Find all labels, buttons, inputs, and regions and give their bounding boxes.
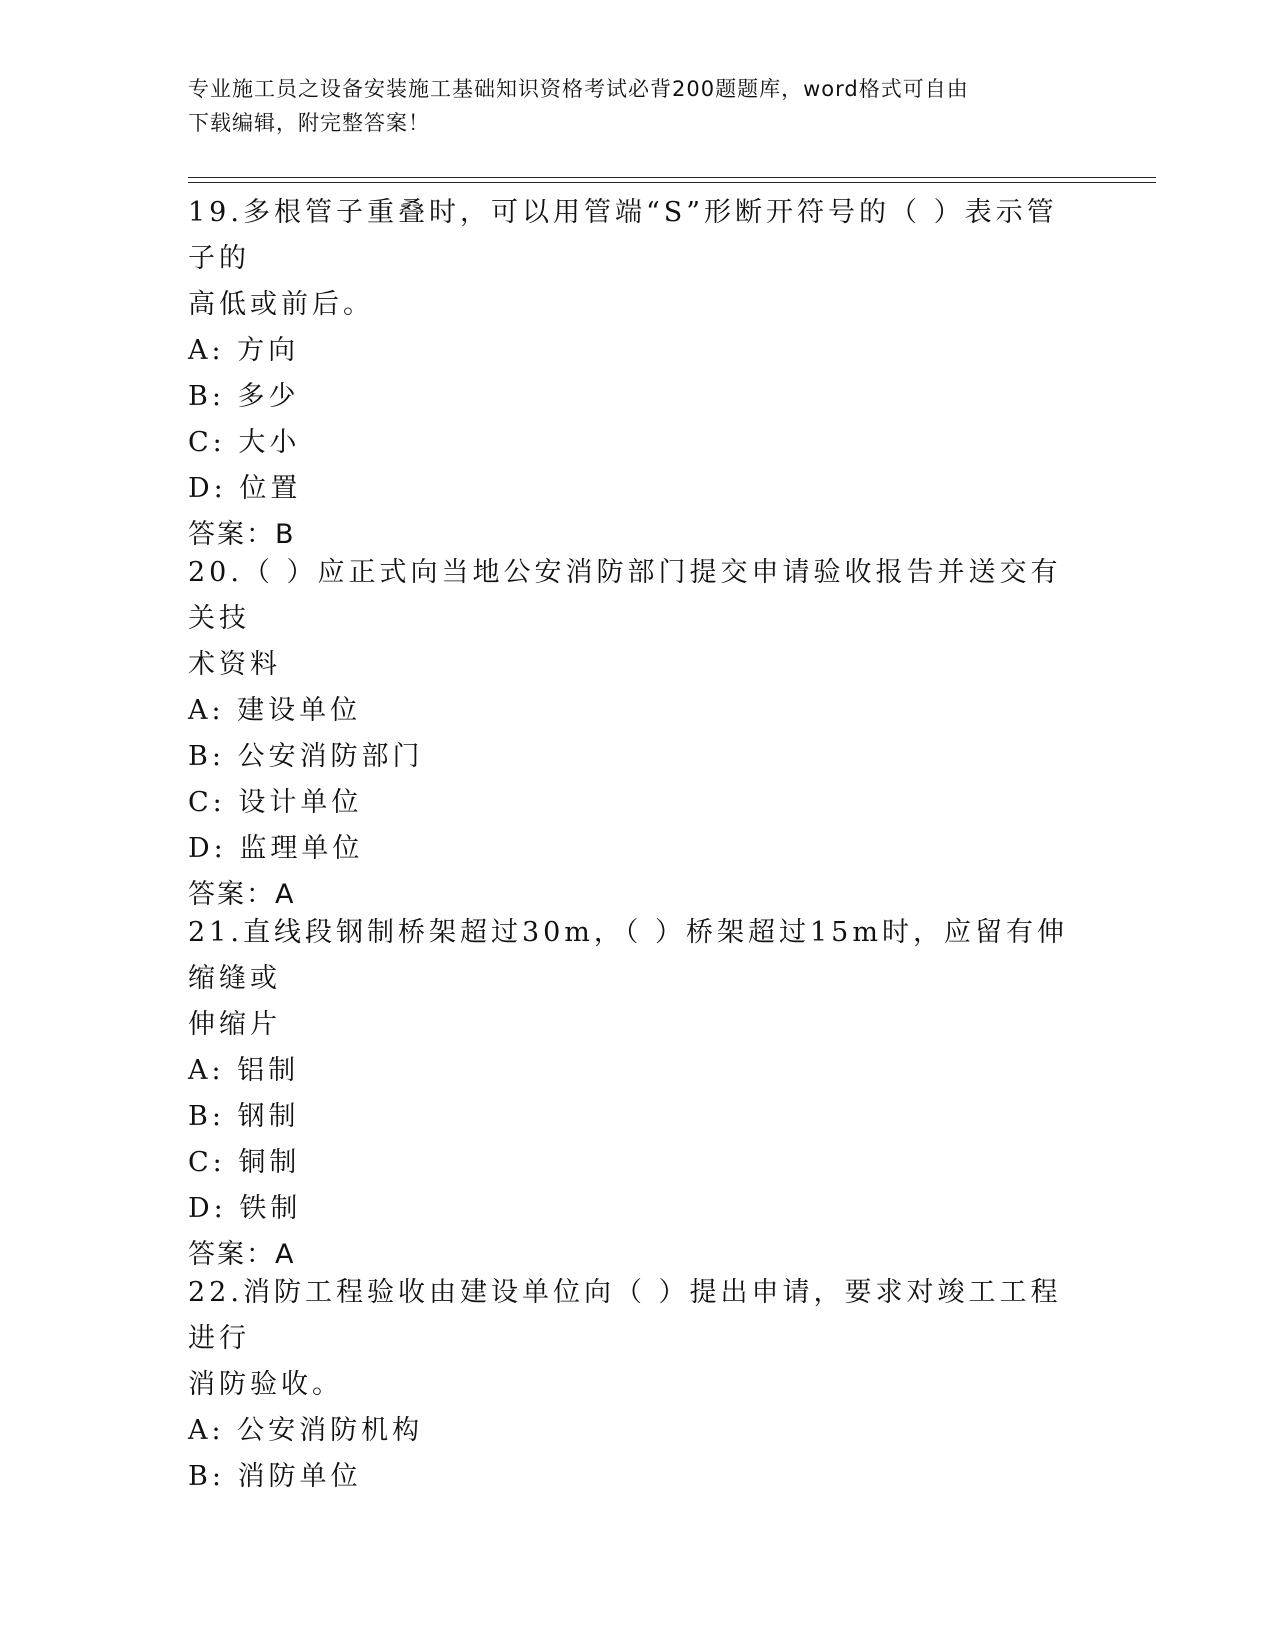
question-stem-line-2: 伸缩片: [188, 1009, 281, 1040]
option-c: C: 大小: [188, 427, 301, 458]
header-divider-top: [188, 177, 1156, 178]
option-a: A: 铝制: [188, 1055, 300, 1086]
option-a: A: 方向: [188, 335, 300, 366]
document-header: [188, 72, 1068, 140]
question-19: [188, 190, 1088, 558]
option-a: A: 公安消防机构: [188, 1415, 424, 1446]
answer-line: 答案：B: [188, 519, 296, 550]
option-b: B: 公安消防部门: [188, 741, 424, 772]
option-c: C: 铜制: [188, 1147, 301, 1178]
question-20: [188, 550, 1088, 918]
option-b: B: 消防单位: [188, 1461, 362, 1492]
answer-line: 答案：A: [188, 1239, 296, 1270]
option-b: B: 多少: [188, 381, 300, 412]
header-line-1: 专业施工员之设备安装施工基础知识资格考试必背200题题库，word格式可自由: [188, 77, 969, 101]
question-stem-line-2: 高低或前后。: [188, 289, 374, 320]
question-22: [188, 1270, 1088, 1500]
option-a: A: 建设单位: [188, 695, 362, 726]
question-stem-line-1: 19.多根管子重叠时，可以用管端“S”形断开符号的（ ）表示管子的: [188, 197, 1058, 274]
option-d: D: 位置: [188, 473, 302, 504]
question-stem-line-1: 22.消防工程验收由建设单位向（ ）提出申请，要求对竣工工程进行: [188, 1277, 1062, 1354]
question-stem-line-2: 消防验收。: [188, 1369, 343, 1400]
question-stem-line-1: 21.直线段钢制桥架超过30m，（ ）桥架超过15m时，应留有伸缩缝或: [188, 917, 1068, 994]
header-divider-bottom: [188, 182, 1156, 183]
option-d: D: 铁制: [188, 1193, 302, 1224]
option-b: B: 钢制: [188, 1101, 300, 1132]
header-line-2: 下载编辑，附完整答案！: [188, 111, 430, 135]
question-21: [188, 910, 1088, 1278]
option-d: D: 监理单位: [188, 833, 364, 864]
option-c: C: 设计单位: [188, 787, 363, 818]
answer-line: 答案：A: [188, 879, 296, 910]
question-stem-line-1: 20.（ ）应正式向当地公安消防部门提交申请验收报告并送交有关技: [188, 557, 1062, 634]
question-stem-line-2: 术资料: [188, 649, 281, 680]
